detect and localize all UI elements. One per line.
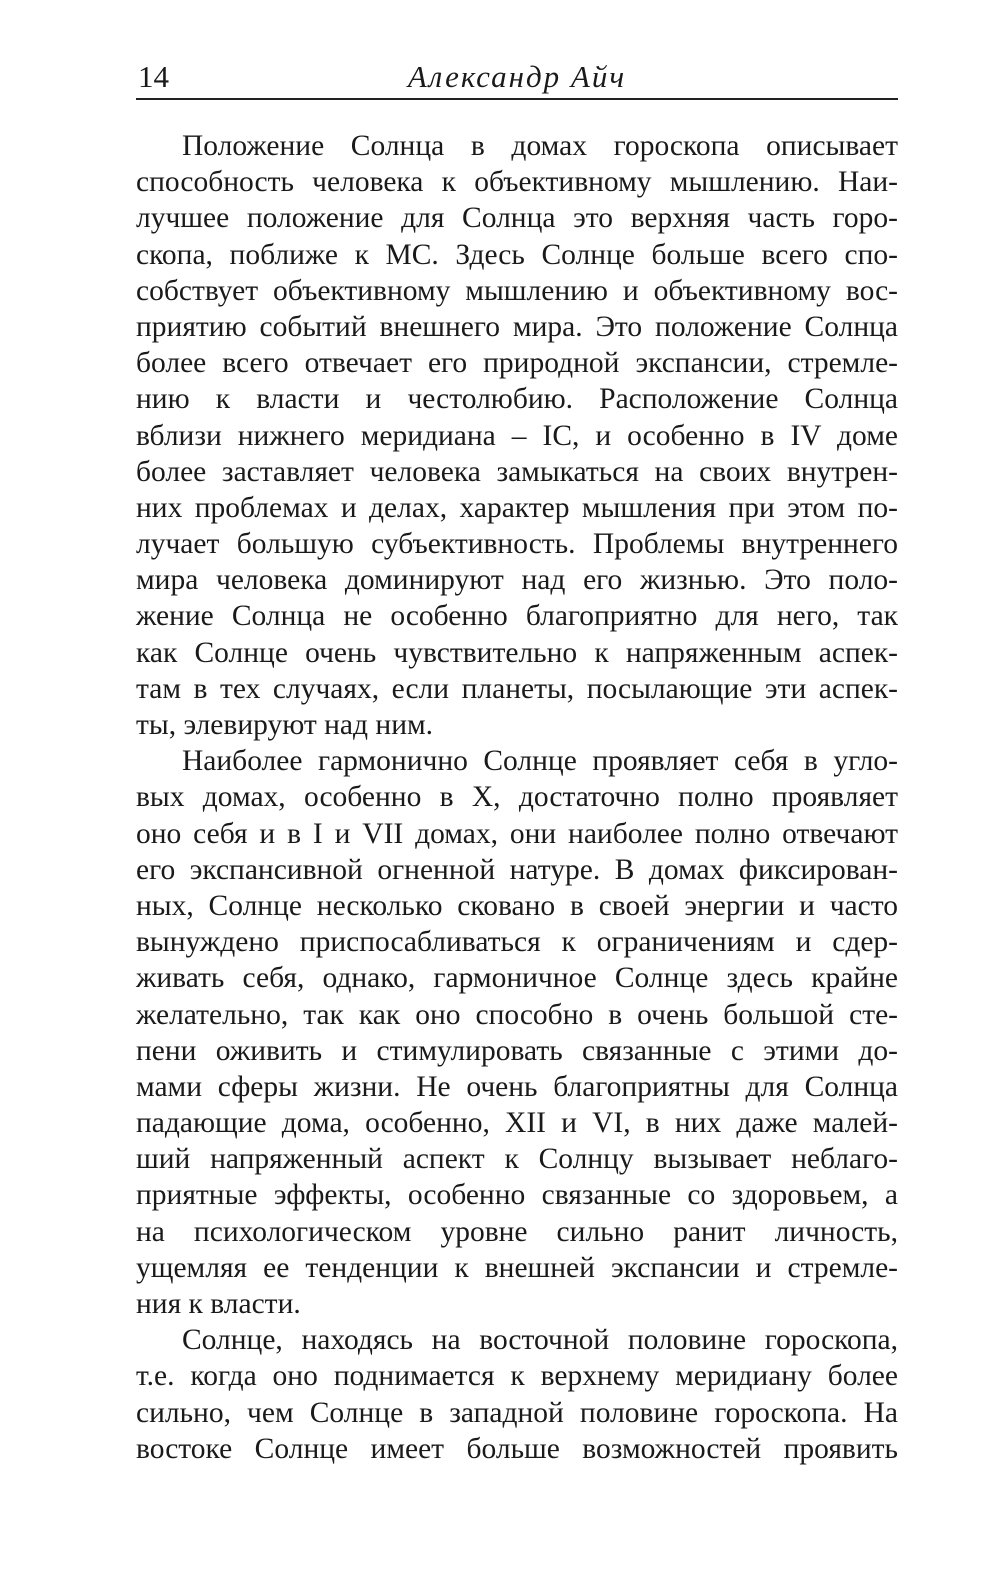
text-line: скопа, поближе к МС. Здесь Солнце больше всего спо- xyxy=(136,238,898,271)
running-title: Александр Айч xyxy=(407,59,627,94)
text-line: ущемляя ее тенденции к внешней экспансии и стремле- xyxy=(136,1251,898,1284)
text-line: жение Солнца не особенно благоприятно для него, так xyxy=(136,600,898,633)
text-line: мами сферы жизни. Не очень благоприятны для Солнца xyxy=(136,1070,898,1103)
text-line: лучшее положение для Солнца это верхняя часть горо- xyxy=(136,202,898,235)
text-line: приятные эффекты, особенно связанные со здоровьем, а xyxy=(136,1179,898,1212)
text-line: ший напряженный аспект к Солнцу вызывает неблаго- xyxy=(136,1143,898,1176)
text-line: его экспансивной огненной натуре. В домах фиксирован- xyxy=(136,853,898,886)
text-line: нию к власти и честолюбию. Расположение Солнца xyxy=(136,383,898,416)
text-line: Положение Солнца в домах гороскопа описывает xyxy=(182,130,898,162)
paragraph-2 xyxy=(136,743,898,1322)
paragraph-3 xyxy=(136,1322,898,1467)
paragraph-1 xyxy=(136,128,898,743)
text-line: мира человека доминируют над его жизнью. Это поло- xyxy=(136,564,898,597)
text-line: ты, элевируют над ним. xyxy=(136,709,434,741)
text-line: живать себя, однако, гармоничное Солнце здесь крайне xyxy=(136,962,898,995)
text-line: сильно, чем Солнце в западной половине гороскопа. На xyxy=(136,1396,898,1429)
text-line: них проблемах и делах, характер мышления при этом по- xyxy=(136,491,898,524)
text-line: Наиболее гармонично Солнце проявляет себя в угло- xyxy=(182,745,898,778)
text-line: востоке Солнце имеет больше возможностей проявить xyxy=(136,1432,898,1465)
text-line: ных, Солнце несколько сковано в своей энергии и часто xyxy=(136,889,898,922)
text-line: приятию событий внешнего мира. Это положение Солнца xyxy=(136,310,898,343)
text-line: пени оживить и стимулировать связанные с этими до- xyxy=(136,1034,898,1067)
text-line: более всего отвечает его природной экспансии, стремле- xyxy=(136,347,898,380)
text-line: т.е. когда оно поднимается к верхнему меридиану более xyxy=(136,1360,898,1393)
text-line: лучает большую субъективность. Проблемы внутреннего xyxy=(136,528,898,561)
text-line: ния к власти. xyxy=(136,1288,301,1320)
text-line: желательно, так как оно способно в очень большой сте- xyxy=(136,998,898,1031)
text-line: вблизи нижнего меридиана – IC, и особенно в IV доме xyxy=(136,419,898,452)
text-line: на психологическом уровне сильно ранит личность, xyxy=(136,1215,898,1248)
text-line: там в тех случаях, если планеты, посылающие эти аспек- xyxy=(136,672,898,705)
running-header xyxy=(136,58,898,100)
text-line: как Солнце очень чувствительно к напряженным аспек- xyxy=(136,636,898,669)
text-line: собствует объективному мышлению и объективному вос- xyxy=(136,274,898,307)
text-line: падающие дома, особенно, XII и VI, в них даже малей- xyxy=(136,1107,898,1140)
text-line: вых домах, особенно в Х, достаточно полно проявляет xyxy=(136,781,898,814)
text-line: способность человека к объективному мышлению. Наи- xyxy=(136,166,898,199)
body-text xyxy=(136,128,898,1467)
text-line: Солнце, находясь на восточной половине гороскопа, xyxy=(182,1324,898,1357)
page-number: 14 xyxy=(138,59,169,94)
text-line: более заставляет человека замыкаться на своих внутрен- xyxy=(136,455,898,488)
text-line: вынуждено приспосабливаться к ограничениям и сдер- xyxy=(136,926,898,959)
text-line: оно себя и в I и VII домах, они наиболее полно отвечают xyxy=(136,817,898,850)
